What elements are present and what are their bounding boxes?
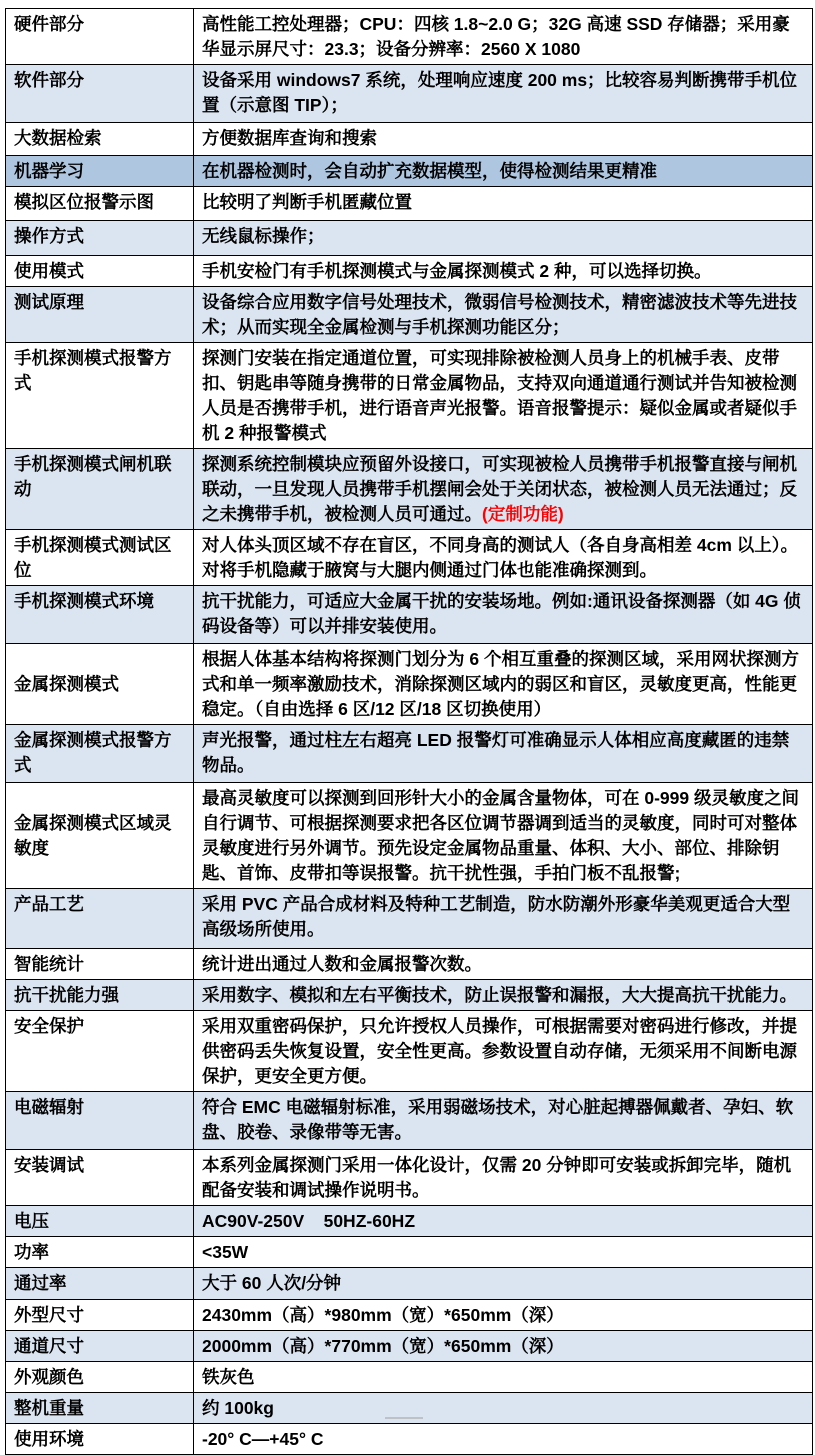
spec-value-text: -20° C—+45° C (202, 1429, 324, 1449)
spec-label: 机器学习 (6, 156, 194, 187)
spec-label: 智能统计 (6, 949, 194, 980)
table-row (6, 1268, 813, 1300)
spec-label: 金属探测模式 (6, 644, 194, 725)
spec-value (194, 9, 813, 65)
spec-value (194, 725, 813, 783)
spec-value-text: 设备综合应用数字信号处理技术，微弱信号检测技术，精密滤波技术等先进技术；从而实现全金属检测与手机探测功能区分； (202, 292, 797, 337)
spec-value (194, 343, 813, 449)
spec-value-text: 2430mm（高）*980mm（宽）*650mm（深） (202, 1305, 564, 1325)
spec-value (194, 256, 813, 287)
spec-value-text: AC90V-250V 50HZ-60HZ (202, 1211, 416, 1231)
spec-value-text: 符合 EMC 电磁辐射标准，采用弱磁场技术，对心脏起搏器佩戴者、孕妇、软盘、胶卷、录像带等无害。 (202, 1097, 794, 1142)
spec-label: 电压 (6, 1206, 194, 1237)
spec-value (194, 221, 813, 256)
table-row (6, 9, 813, 65)
table-row (6, 783, 813, 889)
spec-label: 操作方式 (6, 221, 194, 256)
spec-value (194, 1206, 813, 1237)
spec-value-text: 2000mm（高）*770mm（宽）*650mm（深） (202, 1336, 564, 1356)
spec-value (194, 889, 813, 949)
spec-value-text: 高性能工控处理器；CPU：四核 1.8~2.0 G；32G 高速 SSD 存储器；采用豪华显示屏尺寸：23.3；设备分辨率：2560 X 1080 (202, 14, 790, 59)
spec-value-text: 手机安检门有手机探测模式与金属探测模式 2 种，可以选择切换。 (202, 261, 712, 281)
spec-value-text: 在机器检测时，会自动扩充数据模型，使得检测结果更精准 (202, 161, 657, 181)
spec-value-text: 抗干扰能力，可适应大金属干扰的安装场地。例如:通讯设备探测器（如 4G 侦码设备等）可以并排安装使用。 (202, 591, 801, 636)
table-row (6, 1362, 813, 1393)
spec-value-text: 铁灰色 (202, 1367, 255, 1387)
spec-label: 金属探测模式区域灵敏度 (6, 783, 194, 889)
spec-label: 测试原理 (6, 287, 194, 343)
spec-table (5, 8, 813, 1455)
table-row (6, 586, 813, 644)
spec-value (194, 1424, 813, 1455)
spec-label: 使用模式 (6, 256, 194, 287)
table-row (6, 187, 813, 221)
spec-value (194, 1011, 813, 1092)
spec-value-text: 探测系统控制模块应预留外设接口，可实现被检人员携带手机报警直接与闸机联动，一旦发现人员携带手机摆闸会处于关闭状态，被检测人员无法通过；反之未携带手机，被检测人员可通过。 (202, 454, 797, 524)
table-row (6, 1331, 813, 1362)
table-row (6, 256, 813, 287)
spec-value (194, 449, 813, 530)
spec-value (194, 1331, 813, 1362)
spec-value (194, 644, 813, 725)
spec-value (194, 1268, 813, 1300)
table-row (6, 65, 813, 123)
spec-label: 金属探测模式报警方式 (6, 725, 194, 783)
spec-label: 手机探测模式环境 (6, 586, 194, 644)
table-row (6, 1150, 813, 1206)
spec-value (194, 1092, 813, 1150)
spec-value (194, 980, 813, 1011)
table-row (6, 1424, 813, 1455)
spec-value (194, 287, 813, 343)
spec-label: 安装调试 (6, 1150, 194, 1206)
page-break-artifact (385, 1417, 423, 1419)
spec-value-text: 探测门安装在指定通道位置，可实现排除被检测人员身上的机械手表、皮带扣、钥匙串等随身携带的日常金属物品，支持双向通道通行测试并告知被检测人员是否携带手机，进行语音声光报警。语音报警提示：疑似金属或者疑似手机 2 种报警模式 (202, 348, 797, 443)
spec-value-text: 本系列金属探测门采用一体化设计，仅需 20 分钟即可安装或拆卸完毕，随机配备安装和调试操作说明书。 (202, 1155, 792, 1200)
table-row (6, 221, 813, 256)
table-row (6, 889, 813, 949)
spec-value (194, 783, 813, 889)
spec-value-text: 设备采用 windows7 系统，处理响应速度 200 ms；比较容易判断携带手机位置（示意图 TIP）； (202, 70, 798, 115)
spec-value-text: 采用 PVC 产品合成材料及特种工艺制造，防水防潮外形豪华美观更适合大型高级场所使用。 (202, 894, 791, 939)
spec-value-text: 根据人体基本结构将探测门划分为 6 个相互重叠的探测区域，采用网状探测方式和单一频率激励技术，消除探测区域内的弱区和盲区，灵敏度更高，性能更稳定。（自由选择 6 区/12 区/18 区切换使用） (202, 649, 799, 719)
spec-value (194, 156, 813, 187)
spec-value (194, 1237, 813, 1268)
table-row (6, 287, 813, 343)
table-row (6, 1237, 813, 1268)
spec-label: 安全保护 (6, 1011, 194, 1092)
spec-value-text: 采用双重密码保护，只允许授权人员操作，可根据需要对密码进行修改，并提供密码丢失恢复设置，安全性更高。参数设置自动存储，无须采用不间断电源保护，更安全更方便。 (202, 1016, 797, 1086)
spec-label: 通过率 (6, 1268, 194, 1300)
spec-value-text: 对人体头顶区域不存在盲区，不同身高的测试人（各自身高相差 4cm 以上）。对将手机隐藏于腋窝与大腿内侧通过门体也能准确探测到。 (202, 535, 798, 580)
spec-label: 抗干扰能力强 (6, 980, 194, 1011)
table-row (6, 1300, 813, 1331)
spec-label: 大数据检索 (6, 123, 194, 156)
spec-label: 外型尺寸 (6, 1300, 194, 1331)
spec-value (194, 187, 813, 221)
spec-value-text: 统计进出通过人数和金属报警次数。 (202, 954, 482, 974)
spec-value (194, 1393, 813, 1424)
spec-value-text: 大于 60 人次/分钟 (202, 1273, 342, 1293)
spec-label: 使用环境 (6, 1424, 194, 1455)
spec-label: 电磁辐射 (6, 1092, 194, 1150)
table-row (6, 980, 813, 1011)
spec-value (194, 530, 813, 586)
custom-feature-note: (定制功能) (482, 504, 564, 524)
table-row (6, 156, 813, 187)
spec-label: 通道尺寸 (6, 1331, 194, 1362)
spec-label: 软件部分 (6, 65, 194, 123)
spec-value-text: 声光报警，通过柱左右超亮 LED 报警灯可准确显示人体相应高度藏匿的违禁物品。 (202, 730, 790, 775)
spec-value (194, 65, 813, 123)
spec-label: 功率 (6, 1237, 194, 1268)
spec-value-text: 采用数字、模拟和左右平衡技术，防止误报警和漏报，大大提高抗干扰能力。 (202, 985, 797, 1005)
spec-value (194, 1362, 813, 1393)
spec-table-body (6, 9, 813, 1455)
spec-value (194, 123, 813, 156)
spec-value-text: 比较明了判断手机匿藏位置 (202, 192, 412, 212)
table-row (6, 725, 813, 783)
spec-label: 手机探测模式测试区位 (6, 530, 194, 586)
spec-value (194, 1300, 813, 1331)
spec-value (194, 949, 813, 980)
table-row (6, 449, 813, 530)
spec-value-text: 约 100kg (202, 1398, 274, 1418)
spec-label: 模拟区位报警示图 (6, 187, 194, 221)
spec-label: 手机探测模式闸机联动 (6, 449, 194, 530)
spec-value (194, 586, 813, 644)
spec-value (194, 1150, 813, 1206)
table-row (6, 1206, 813, 1237)
table-row (6, 343, 813, 449)
spec-label: 整机重量 (6, 1393, 194, 1424)
spec-label: 硬件部分 (6, 9, 194, 65)
spec-label: 手机探测模式报警方式 (6, 343, 194, 449)
spec-value-text: 无线鼠标操作； (202, 226, 325, 246)
table-row (6, 123, 813, 156)
table-row (6, 530, 813, 586)
table-row (6, 644, 813, 725)
table-row (6, 1011, 813, 1092)
spec-label: 外观颜色 (6, 1362, 194, 1393)
spec-label: 产品工艺 (6, 889, 194, 949)
table-row (6, 949, 813, 980)
spec-value-text: 最高灵敏度可以探测到回形针大小的金属含量物体，可在 0-999 级灵敏度之间自行调节、可根据探测要求把各区位调节器调到适当的灵敏度，同时可对整体灵敏度进行另外调节。预先设定金属物品重量、体积、大小、部位、排除钥匙、首饰、皮带扣等误报警。抗干扰性强，手拍门板不乱报警; (202, 788, 799, 883)
table-row (6, 1092, 813, 1150)
spec-value-text: <35W (202, 1242, 249, 1262)
spec-value-text: 方便数据库查询和搜索 (202, 128, 377, 148)
